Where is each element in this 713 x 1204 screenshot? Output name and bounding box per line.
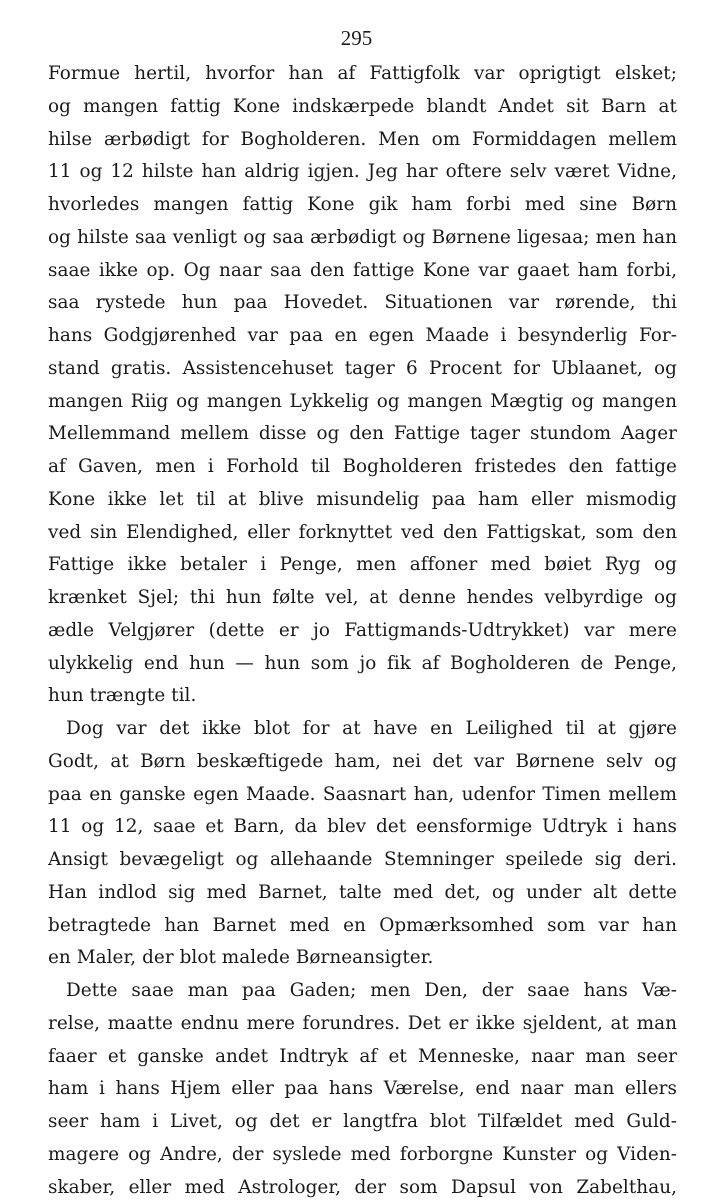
text-line: magere og Andre, der syslede med forborgne Kunster og Viden- [48,1139,677,1172]
text-line: hun trængte til. [48,680,677,713]
text-line: relse, maatte endnu mere forundres. Det er ikke sjeldent, at man [48,1008,677,1041]
text-line: saa rystede hun paa Hovedet. Situationen var rørende, thi [48,287,677,320]
text-line: krænket Sjel; thi hun følte vel, at denne hendes velbyrdige og [48,582,677,615]
text-line: Han indlod sig med Barnet, talte med det, og under alt dette [48,877,677,910]
text-line: Formue hertil, hvorfor han af Fattigfolk var oprigtigt elsket; [48,58,677,91]
text-line: Mellemmand mellem disse og den Fattige tager stundom Aager [48,418,677,451]
text-line: 11 og 12, saae et Barn, da blev det eensformige Udtryk i hans [48,811,677,844]
text-line: hans Godgjørenhed var paa en egen Maade i besynderlig For- [48,320,677,353]
text-line: Ansigt bevægeligt og allehaande Stemninger speilede sig deri. [48,844,677,877]
text-line: Fattige ikke betaler i Penge, men affoner med bøiet Ryg og [48,549,677,582]
text-line: Dette saae man paa Gaden; men Den, der saae hans Væ- [48,975,677,1008]
page-number: 295 [0,26,713,50]
text-line: Dog var det ikke blot for at have en Leilighed til at gjøre [48,713,677,746]
text-line: hvorledes mangen fattig Kone gik ham forbi med sine Børn [48,189,677,222]
text-line: skaber, eller med Astrologer, der som Dapsul von Zabelthau, [48,1172,677,1204]
text-line: og hilste saa venligt og saa ærbødigt og Børnene ligesaa; men han [48,222,677,255]
body-text [48,58,677,1204]
text-line: faaer et ganske andet Indtryk af et Menneske, naar man seer [48,1041,677,1074]
text-line: ulykkelig end hun — hun som jo fik af Bogholderen de Penge, [48,648,677,681]
text-line: mangen Riig og mangen Lykkelig og mangen Mægtig og mangen [48,386,677,419]
text-line: og mangen fattig Kone indskærpede blandt Andet sit Barn at [48,91,677,124]
text-line: Godt, at Børn beskæftigede ham, nei det var Børnene selv og [48,746,677,779]
text-line: betragtede han Barnet med en Opmærksomhed som var han [48,910,677,943]
text-line: af Gaven, men i Forhold til Bogholderen fristedes den fattige [48,451,677,484]
text-line: seer ham i Livet, og det er langtfra blot Tilfældet med Guld- [48,1106,677,1139]
text-line: en Maler, der blot malede Børneansigter. [48,942,677,975]
text-line: hilse ærbødigt for Bogholderen. Men om Formiddagen mellem [48,124,677,157]
text-line: stand gratis. Assistencehuset tager 6 Procent for Ublaanet, og [48,353,677,386]
text-line: Kone ikke let til at blive misundelig paa ham eller mismodig [48,484,677,517]
text-line: ved sin Elendighed, eller forknyttet ved den Fattigskat, som den [48,517,677,550]
text-line: paa en ganske egen Maade. Saasnart han, udenfor Timen mellem [48,779,677,812]
text-line: 11 og 12 hilste han aldrig igjen. Jeg har oftere selv været Vidne, [48,156,677,189]
text-line: saae ikke op. Og naar saa den fattige Kone var gaaet ham forbi, [48,255,677,288]
text-line: ædle Velgjører (dette er jo Fattigmands-Udtrykket) var mere [48,615,677,648]
text-line: ham i hans Hjem eller paa hans Værelse, end naar man ellers [48,1073,677,1106]
